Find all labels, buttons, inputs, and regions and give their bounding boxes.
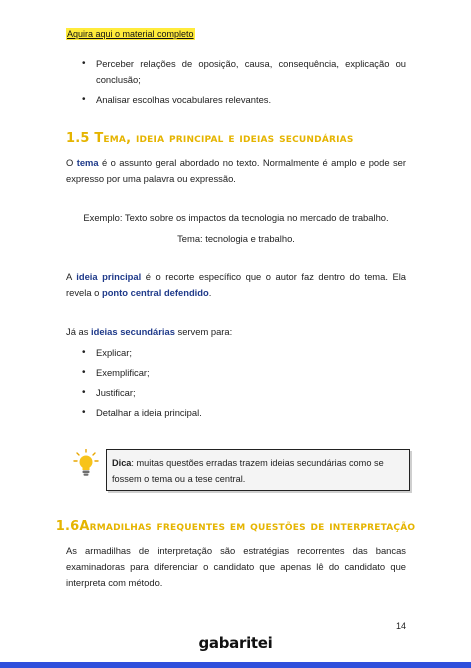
text-run: A	[66, 271, 77, 282]
keyword-tema: tema	[76, 157, 99, 168]
text-run: .	[208, 287, 212, 298]
section-title-1-6: 1.6Armadilhas frequentes em questões de interpretação	[55, 519, 416, 534]
section-title-1-5: 1.5 Tema, ideia principal e ideias secundárias	[66, 131, 354, 146]
paragraph-armadilhas: As armadilhas de interpretação são estratégias recorrentes das bancas examinadoras para diferenciar o candidato que apenas lê do candidato que interpreta com método.	[66, 545, 406, 588]
text-run: é o recorte específico que o autor faz dentro do tema. Ela revela o	[66, 271, 406, 298]
example-theme-line: Tema: tecnologia e trabalho.	[177, 233, 295, 244]
list-item: • Explicar;	[66, 345, 406, 361]
tip-label: Dica	[112, 458, 132, 468]
list-item: • Perceber relações de oposição, causa, consequência, explicação ou conclusão;	[66, 56, 406, 88]
tip-callout	[106, 449, 410, 491]
paragraph-ideia-principal	[66, 269, 406, 301]
text-run: Já as	[66, 326, 92, 337]
keyword-ponto-central: ponto central defendido	[101, 287, 209, 298]
list-item: • Detalhar a ideia principal.	[66, 405, 406, 421]
text-run: servem para:	[174, 326, 233, 337]
intro-bullet-list	[66, 56, 406, 112]
list-item: • Justificar;	[66, 385, 406, 401]
text-run: O	[66, 157, 77, 168]
footer-bar	[0, 662, 471, 668]
list-item: • Analisar escolhas vocabulares relevantes.	[66, 92, 406, 108]
list-item: • Exemplificar;	[66, 365, 406, 381]
secondary-ideas-list	[66, 345, 406, 425]
keyword-ideia-principal: ideia principal	[76, 271, 142, 282]
paragraph-tema	[66, 155, 406, 187]
page-number: 14	[396, 621, 407, 631]
keyword-ideias-secundarias: ideias secundárias	[91, 326, 175, 337]
paragraph-ideias-secundarias	[66, 324, 406, 340]
gabaritei-logo: gabaritei	[198, 634, 273, 652]
tip-body: : muitas questões erradas trazem ideias secundárias como se fossem o tema ou a tese central.	[112, 458, 384, 484]
material-link[interactable]: Aquira aqui o material completo	[67, 29, 194, 39]
text-run: é o assunto geral abordado no texto. Normalmente é amplo e pode ser expresso por uma palavra ou expressão.	[66, 157, 406, 184]
lightbulb-icon	[72, 449, 100, 479]
example-line: Exemplo: Texto sobre os impactos da tecnologia no mercado de trabalho.	[83, 212, 389, 223]
tip-text	[112, 455, 404, 487]
